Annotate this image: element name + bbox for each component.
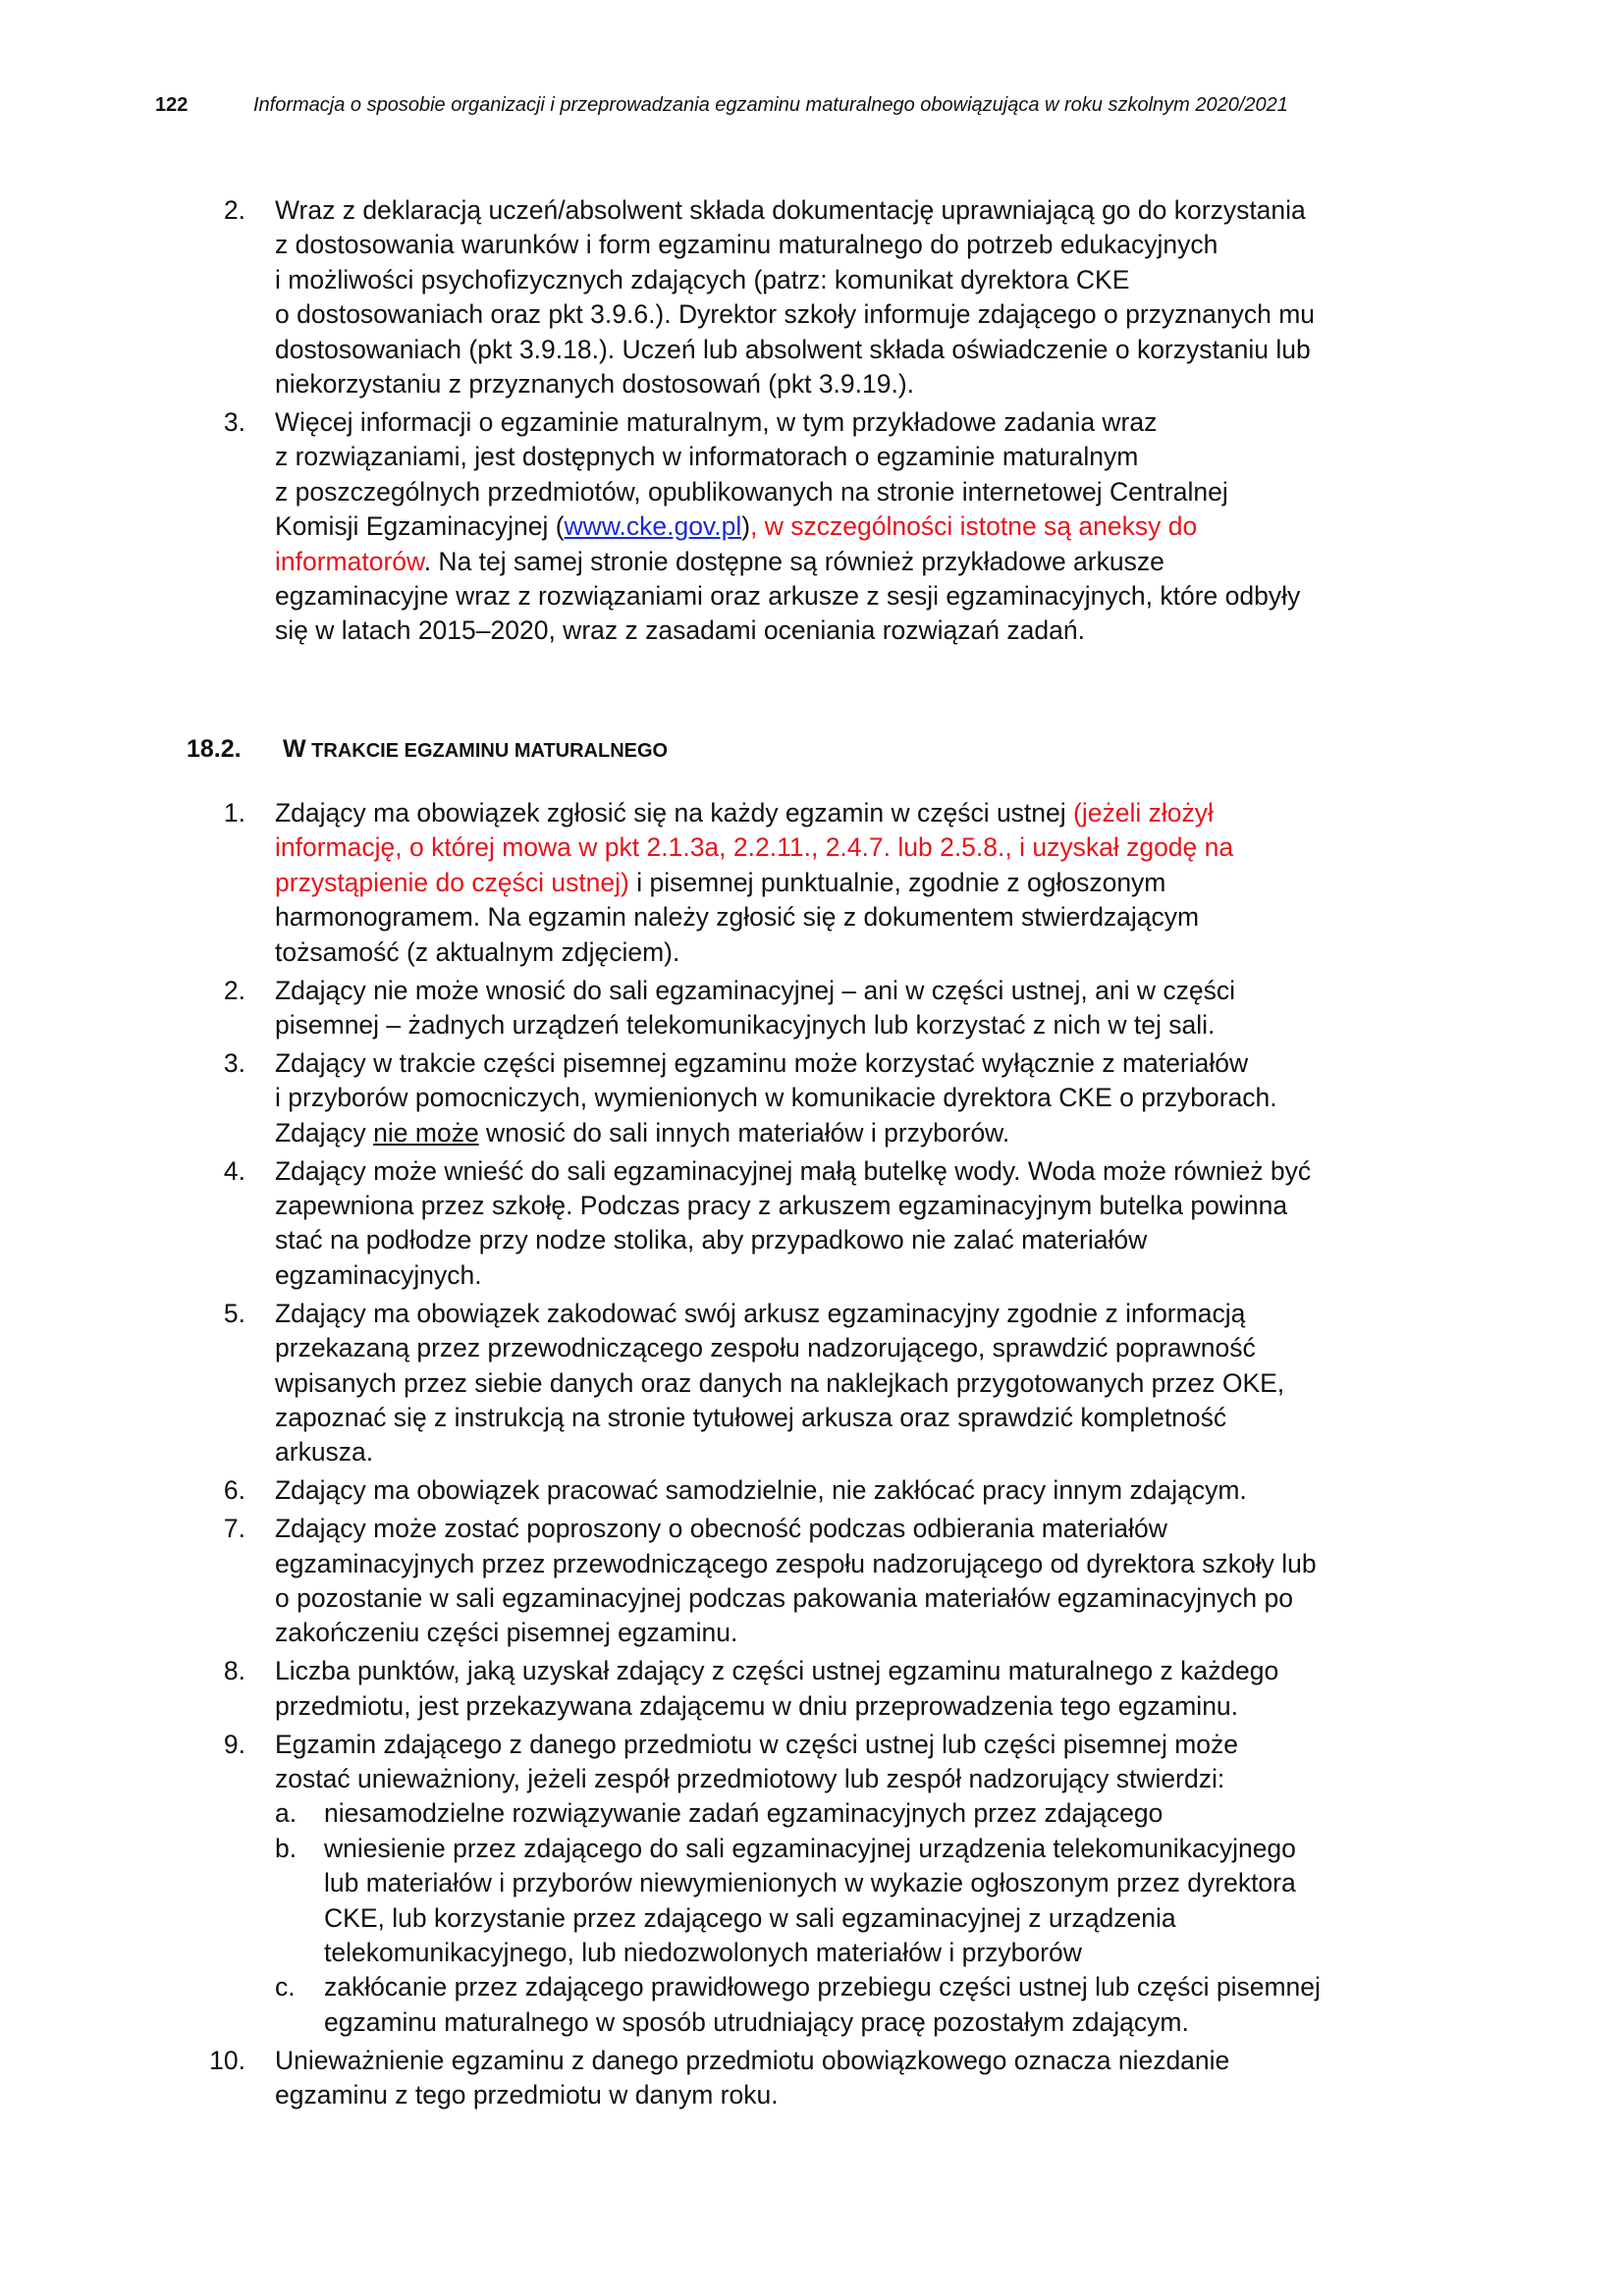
text-line: zapoznać się z instrukcją na stronie tytułowej arkusza oraz sprawdzić kompletność [275,1402,1227,1432]
sub-list [275,1796,1506,2040]
text-line: i przyborów pomocniczych, wymienionych w komunikacie dyrektora CKE o przyborach. [275,1083,1277,1113]
text-line: się w latach 2015–2020, wraz z zasadami oceniania rozwiązań zadań. [275,615,1085,646]
item-number: 2. [223,195,245,225]
item-number: 5. [223,1298,245,1328]
list-item [0,1297,1624,1470]
list-item [0,2044,1624,2113]
text-line: z dostosowania warunków i form egzaminu maturalnego do potrzeb edukacyjnych [275,230,1218,260]
text-line: Zdający może wnieść do sali egzaminacyjnej małą butelkę wody. Woda może również być [275,1155,1312,1186]
text-line: Egzamin zdającego z danego przedmiotu w części ustnej lub części pisemnej może [275,1729,1238,1759]
sub-list-item [275,1796,1506,1831]
text-line: Zdający może zostać poproszony o obecność podczas odbierania materiałów [275,1514,1167,1544]
text-line: Liczba punktów, jaką uzyskał zdający z części ustnej egzaminu maturalnego z każdego [275,1656,1279,1686]
item-number: 6. [223,1475,245,1506]
text-line: i możliwości psychofizycznych zdających (patrz: komunikat dyrektora CKE [275,264,1130,294]
list-item [0,796,1624,970]
item-number: 3. [223,406,245,437]
text-line: zapewniona przez szkołę. Podczas pracy z arkuszem egzaminacyjnym butelka powinna [275,1190,1288,1220]
text-line: egzaminu maturalnego w sposób utrudniający pracę pozostałym zdającym. [324,2006,1189,2037]
text-line: harmonogramem. Na egzamin należy zgłosić się z dokumentem stwierdzającym [275,902,1200,933]
text-line: o dostosowaniach oraz pkt 3.9.6.). Dyrektor szkoły informuje zdającego o przyznanych mu [275,299,1316,330]
text-span: Zdający ma obowiązek zgłosić się na każdy egzamin w części ustnej [275,798,1074,828]
item-number: 1. [223,798,245,828]
section-number: 18.2. [187,735,242,763]
section-title [283,732,668,768]
document-title: Informacja o sposobie organizacji i przeprowadzania egzaminu maturalnego obowiązująca w roku szkolnym 2020/2021 [253,94,1288,116]
section-title-initial: W [283,735,306,763]
list-item [0,1154,1624,1294]
text-line: pisemnej – żadnych urządzeń telekomunikacyjnych lub korzystać z nich w tej sali. [275,1009,1216,1040]
text-line [275,866,1506,900]
highlighted-text: przystąpienie do części ustnej) [275,867,629,897]
list-item [0,1654,1624,1724]
text-line: egzaminu z tego przedmiotu w danym roku. [275,2080,779,2110]
text-line: przekazaną przez przewodniczącego zespołu nadzorującego, sprawdzić poprawność [275,1333,1256,1363]
text-line: egzaminacyjnych. [275,1259,482,1290]
sub-item-letter: b. [275,1833,298,1863]
text-line: z rozwiązaniami, jest dostępnych w informatorach o egzaminie maturalnym [275,442,1139,472]
text-line: Zdający ma obowiązek zakodować swój arkusz egzaminacyjny zgodnie z informacją [275,1298,1246,1328]
text-line: wpisanych przez siebie danych oraz danych na naklejkach przygotowanych przez OKE, [275,1367,1285,1398]
text-line: o pozostanie w sali egzaminacyjnej podczas pakowania materiałów egzaminacyjnych po [275,1582,1294,1613]
list-item [0,1512,1624,1651]
sub-list-item [275,1832,1506,1971]
text-line [275,545,1506,579]
sub-item-letter: c. [275,1972,296,2002]
text-line: telekomunikacyjnego, lub niedozwolonych materiałów i przyborów [324,1938,1082,1967]
section-title-rest: TRAKCIE EGZAMINU MATURALNEGO [305,740,669,762]
text-line [275,509,1506,544]
text-line: z poszczególnych przedmiotów, opublikowanych na stronie internetowej Centralnej [275,476,1228,507]
highlighted-text: , w szczególności istotne są aneksy do [750,511,1198,542]
text-line: Zdający w trakcie części pisemnej egzaminu może korzystać wyłącznie z materiałów [275,1047,1249,1078]
previous-section-list [0,193,1624,649]
text-line: arkusza. [275,1437,374,1468]
text-span: ) [741,511,751,542]
text-span: . Na tej samej stronie dostępne są również przykładowe arkusze [423,546,1164,576]
text-line: egzaminacyjnych przez przewodniczącego zespołu nadzorującego od dyrektora szkoły lub [275,1548,1317,1578]
list-item [0,974,1624,1043]
item-number: 3. [223,1047,245,1078]
text-line: wniesienie przez zdającego do sali egzaminacyjnej urządzenia telekomunikacyjnego [324,1833,1296,1863]
text-line: tożsamość (z aktualnym zdjęciem). [275,936,680,967]
highlighted-text: (jeżeli złożył [1073,798,1214,828]
text-line: Więcej informacji o egzaminie maturalnym, w tym przykładowe zadania wraz [275,406,1158,437]
sub-list-item [275,1970,1506,2040]
page-number: 122 [155,94,189,116]
text-line [275,1116,1506,1150]
text-line: niesamodzielne rozwiązywanie zadań egzaminacyjnych przez zdającego [324,1798,1164,1829]
section-18-2-list [0,796,1624,2113]
text-line: Zdający ma obowiązek pracować samodzielnie, nie zakłócać pracy innym zdającym. [275,1475,1247,1506]
text-span: Komisji Egzaminacyjnej ( [275,511,565,542]
item-number: 10. [209,2045,245,2075]
text-line [275,796,1506,830]
text-line: Unieważnienie egzaminu z danego przedmiotu obowiązkowego oznacza niezdanie [275,2045,1230,2075]
text-line: Zdający nie może wnosić do sali egzaminacyjnej – ani w części ustnej, ani w części [275,975,1235,1005]
text-line: zostać unieważniony, jeżeli zespół przedmiotowy lub zespół nadzorujący stwierdzi: [275,1763,1225,1793]
text-line: stać na podłodze przy nodze stolika, aby przypadkowo nie zalać materiałów [275,1225,1148,1255]
sub-item-letter: a. [275,1798,298,1829]
item-number: 2. [223,975,245,1005]
list-item [0,1046,1624,1150]
list-item [0,193,1624,401]
item-number: 4. [223,1155,245,1186]
text-line: niekorzystaniu z przyznanych dostosowań (pkt 3.9.19.). [275,369,915,400]
text-span: i pisemnej punktualnie, zgodnie z ogłoszonym [628,867,1166,897]
text-line: egzaminacyjne wraz z rozwiązaniami oraz arkusze z sesji egzaminacyjnych, które odbyły [275,580,1301,611]
text-line: zakończeniu części pisemnej egzaminu. [275,1618,738,1648]
text-line: Wraz z deklaracją uczeń/absolwent składa dokumentację uprawniającą go do korzystania [275,195,1306,225]
text-line: zakłócanie przez zdającego prawidłowego przebiegu części ustnej lub części pisemnej [324,1972,1321,2002]
cke-website-link[interactable]: www.cke.gov.pl [564,511,742,542]
text-line: przedmiotu, jest przekazywana zdającemu w dniu przeprowadzenia tego egzaminu. [275,1690,1239,1721]
list-item [0,1473,1624,1508]
underlined-text: nie może [373,1117,479,1148]
highlighted-text: informację, o której mowa w pkt 2.1.3a, 2.2.11., 2.4.7. lub 2.5.8., i uzyskał zgodę na [275,832,1234,863]
item-number: 7. [223,1514,245,1544]
text-line: dostosowaniach (pkt 3.9.18.). Uczeń lub absolwent składa oświadczenie o korzystaniu lub [275,334,1311,364]
list-item [0,405,1624,649]
list-item [0,1728,1624,2041]
text-span: wnosić do sali innych materiałów i przyborów. [478,1117,1010,1148]
item-number: 8. [223,1656,245,1686]
text-line: lub materiałów i przyborów niewymienionych w wykazie ogłoszonym przez dyrektora [324,1868,1296,1898]
text-line: CKE, lub korzystanie przez zdającego w sali egzaminacyjnej z urządzenia [324,1902,1176,1933]
item-number: 9. [223,1729,245,1759]
text-span: Zdający [275,1117,374,1148]
highlighted-text: informatorów [275,546,424,576]
